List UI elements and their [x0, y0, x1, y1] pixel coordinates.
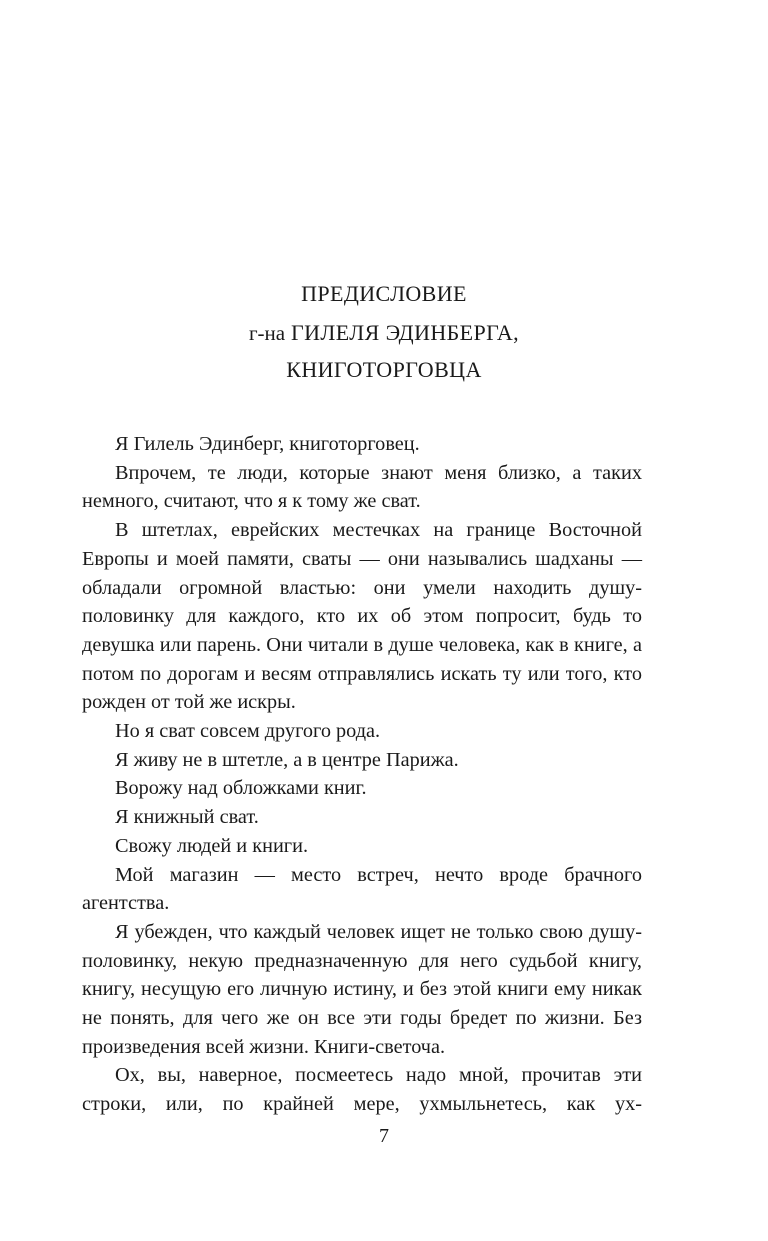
page-number: 7: [379, 1125, 389, 1147]
body-text: [82, 430, 642, 1119]
chapter-title: ПРЕДИСЛОВИЕ: [301, 281, 467, 306]
chapter-subtitle-author: [0, 320, 768, 346]
paragraph-4: Но я сват совсем другого рода.: [115, 720, 381, 743]
paragraph-7: Я книжный сват.: [115, 806, 259, 829]
paragraph-11: Ох, вы, наверное, посмеетесь надо мной, прочитав эти строки, или, по крайней мере, ухмыльнетесь, как ух-: [82, 1064, 642, 1116]
paragraph-10: Я убежден, что каждый человек ищет не только свою душу-половинку, некую предназначенную для него судьбой книгу, книгу, несущую его личную истину, и без этой книги ему никак не понять, для чего же он все эти годы бредет по жизни. Без произведения всей жизни. Книги-светоча.: [82, 920, 642, 1058]
subtitle-name: ГИЛЕЛЯ ЭДИНБЕРГА,: [291, 320, 520, 345]
paragraph-5: Я живу не в штетле, а в центре Парижа.: [115, 748, 459, 771]
paragraph-6: Ворожу над обложками книг.: [115, 777, 367, 800]
paragraph-3: В штетлах, еврейских местечках на границе Восточной Европы и моей памяти, сваты — они назывались шадханы — обладали огромной властью: они умели находить душу-половинку для каждого, кто их об этом попросит, будь то девушка или парень. Они читали в душе человека, как в книге, а потом по дорогам и весям отправлялись искать ту или того, кто рожден от той же искры.: [82, 519, 642, 714]
subtitle-prefix: г-на: [248, 321, 286, 345]
paragraph-8: Свожу людей и книги.: [115, 834, 309, 857]
paragraph-1: Я Гилель Эдинберг, книготорговец.: [115, 433, 420, 455]
paragraph-2: Впрочем, те люди, которые знают меня близко, а таких немного, считают, что я к тому же сват.: [82, 461, 642, 513]
paragraph-9: Мой магазин — место встреч, нечто вроде брачного агентства.: [82, 863, 642, 915]
chapter-subtitle-profession: КНИГОТОРГОВЦА: [286, 357, 482, 382]
